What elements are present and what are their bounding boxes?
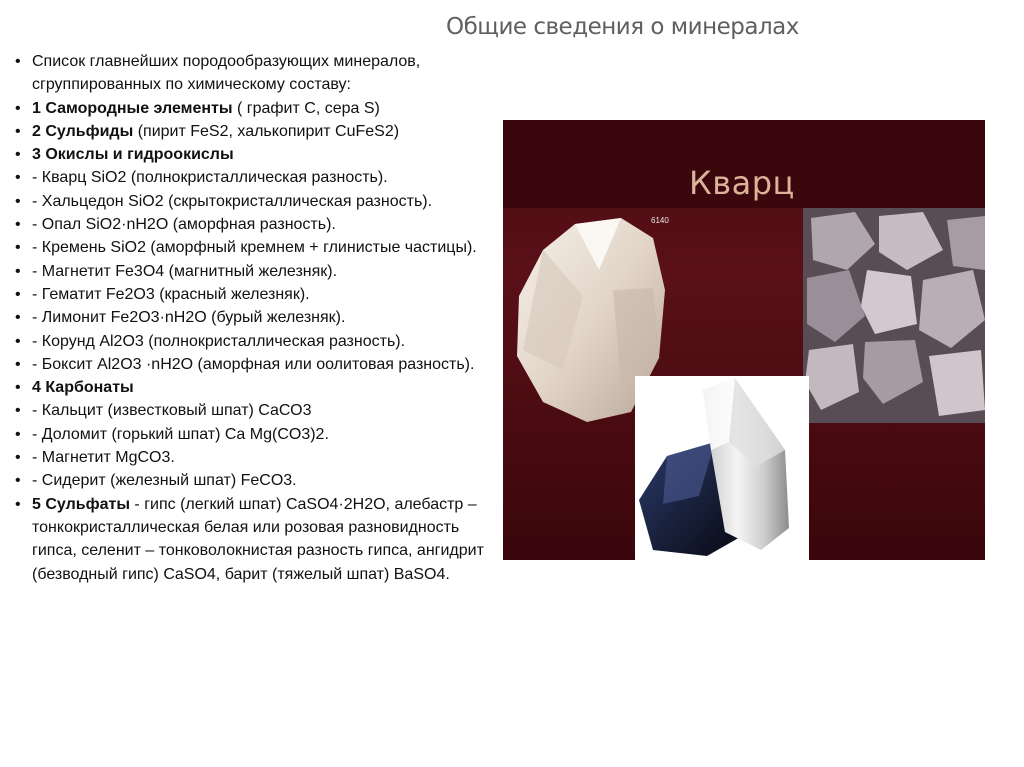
slide-title: Общие сведения о минералах <box>446 14 799 40</box>
quartz-photo <box>503 120 985 560</box>
photo-label: Кварц <box>689 164 795 202</box>
list-item: • - Корунд Al2O3 (полнокристаллическая разность). <box>14 330 504 353</box>
list-item: • 1 Самородные элементы ( графит С, сера S) <box>14 97 504 120</box>
list-item: • - Лимонит Fe2O3·nH2O (бурый железняк). <box>14 306 504 329</box>
crystal-inset <box>635 376 809 560</box>
list-item: • - Кварц SiO2 (полнокристаллическая разность). <box>14 166 504 189</box>
list-item: • - Опал SiO2·nH2O (аморфная разность). <box>14 213 504 236</box>
list-item: • - Кремень SiO2 (аморфный кремнем + глинистые частицы). <box>14 236 504 259</box>
list-item: • Список главнейших породообразующих минералов, сгруппированных по химическому составу: <box>14 50 504 97</box>
list-item: • - Кальцит (известковый шпат) СаСО3 <box>14 399 504 422</box>
gravel-stones <box>803 208 985 423</box>
list-item: • - Гематит Fe2O3 (красный железняк). <box>14 283 504 306</box>
list-item: • 3 Окислы и гидроокислы <box>14 143 504 166</box>
list-item: • - Магнетит MgCO3. <box>14 446 504 469</box>
list-item: • - Магнетит Fe3O4 (магнитный железняк). <box>14 260 504 283</box>
photo-code: 6140 <box>651 216 669 225</box>
list-item: • - Хальцедон SiO2 (скрытокристаллическая разность). <box>14 190 504 213</box>
list-item: • 2 Сульфиды (пирит FeS2, халькопирит CuFeS2) <box>14 120 504 143</box>
mineral-list <box>14 50 504 586</box>
list-item: • 5 Сульфаты - гипс (легкий шпат) CaSO4·2H2O, алебастр – тонкокристаллическая белая или розовая разновидность гипса, селенит – тонковолокнистая разность гипса, ангидрит (безводный гипс) CaSO4, барит (тяжелый шпат) BaSO4. <box>14 493 504 586</box>
list-item: • - Боксит Al2O3 ·nH2O (аморфная или оолитовая разность). <box>14 353 504 376</box>
list-item: • 4 Карбонаты <box>14 376 504 399</box>
list-item: • - Сидерит (железный шпат) FeCO3. <box>14 469 504 492</box>
list-item: • - Доломит (горький шпат) Ca Mg(CO3)2. <box>14 423 504 446</box>
